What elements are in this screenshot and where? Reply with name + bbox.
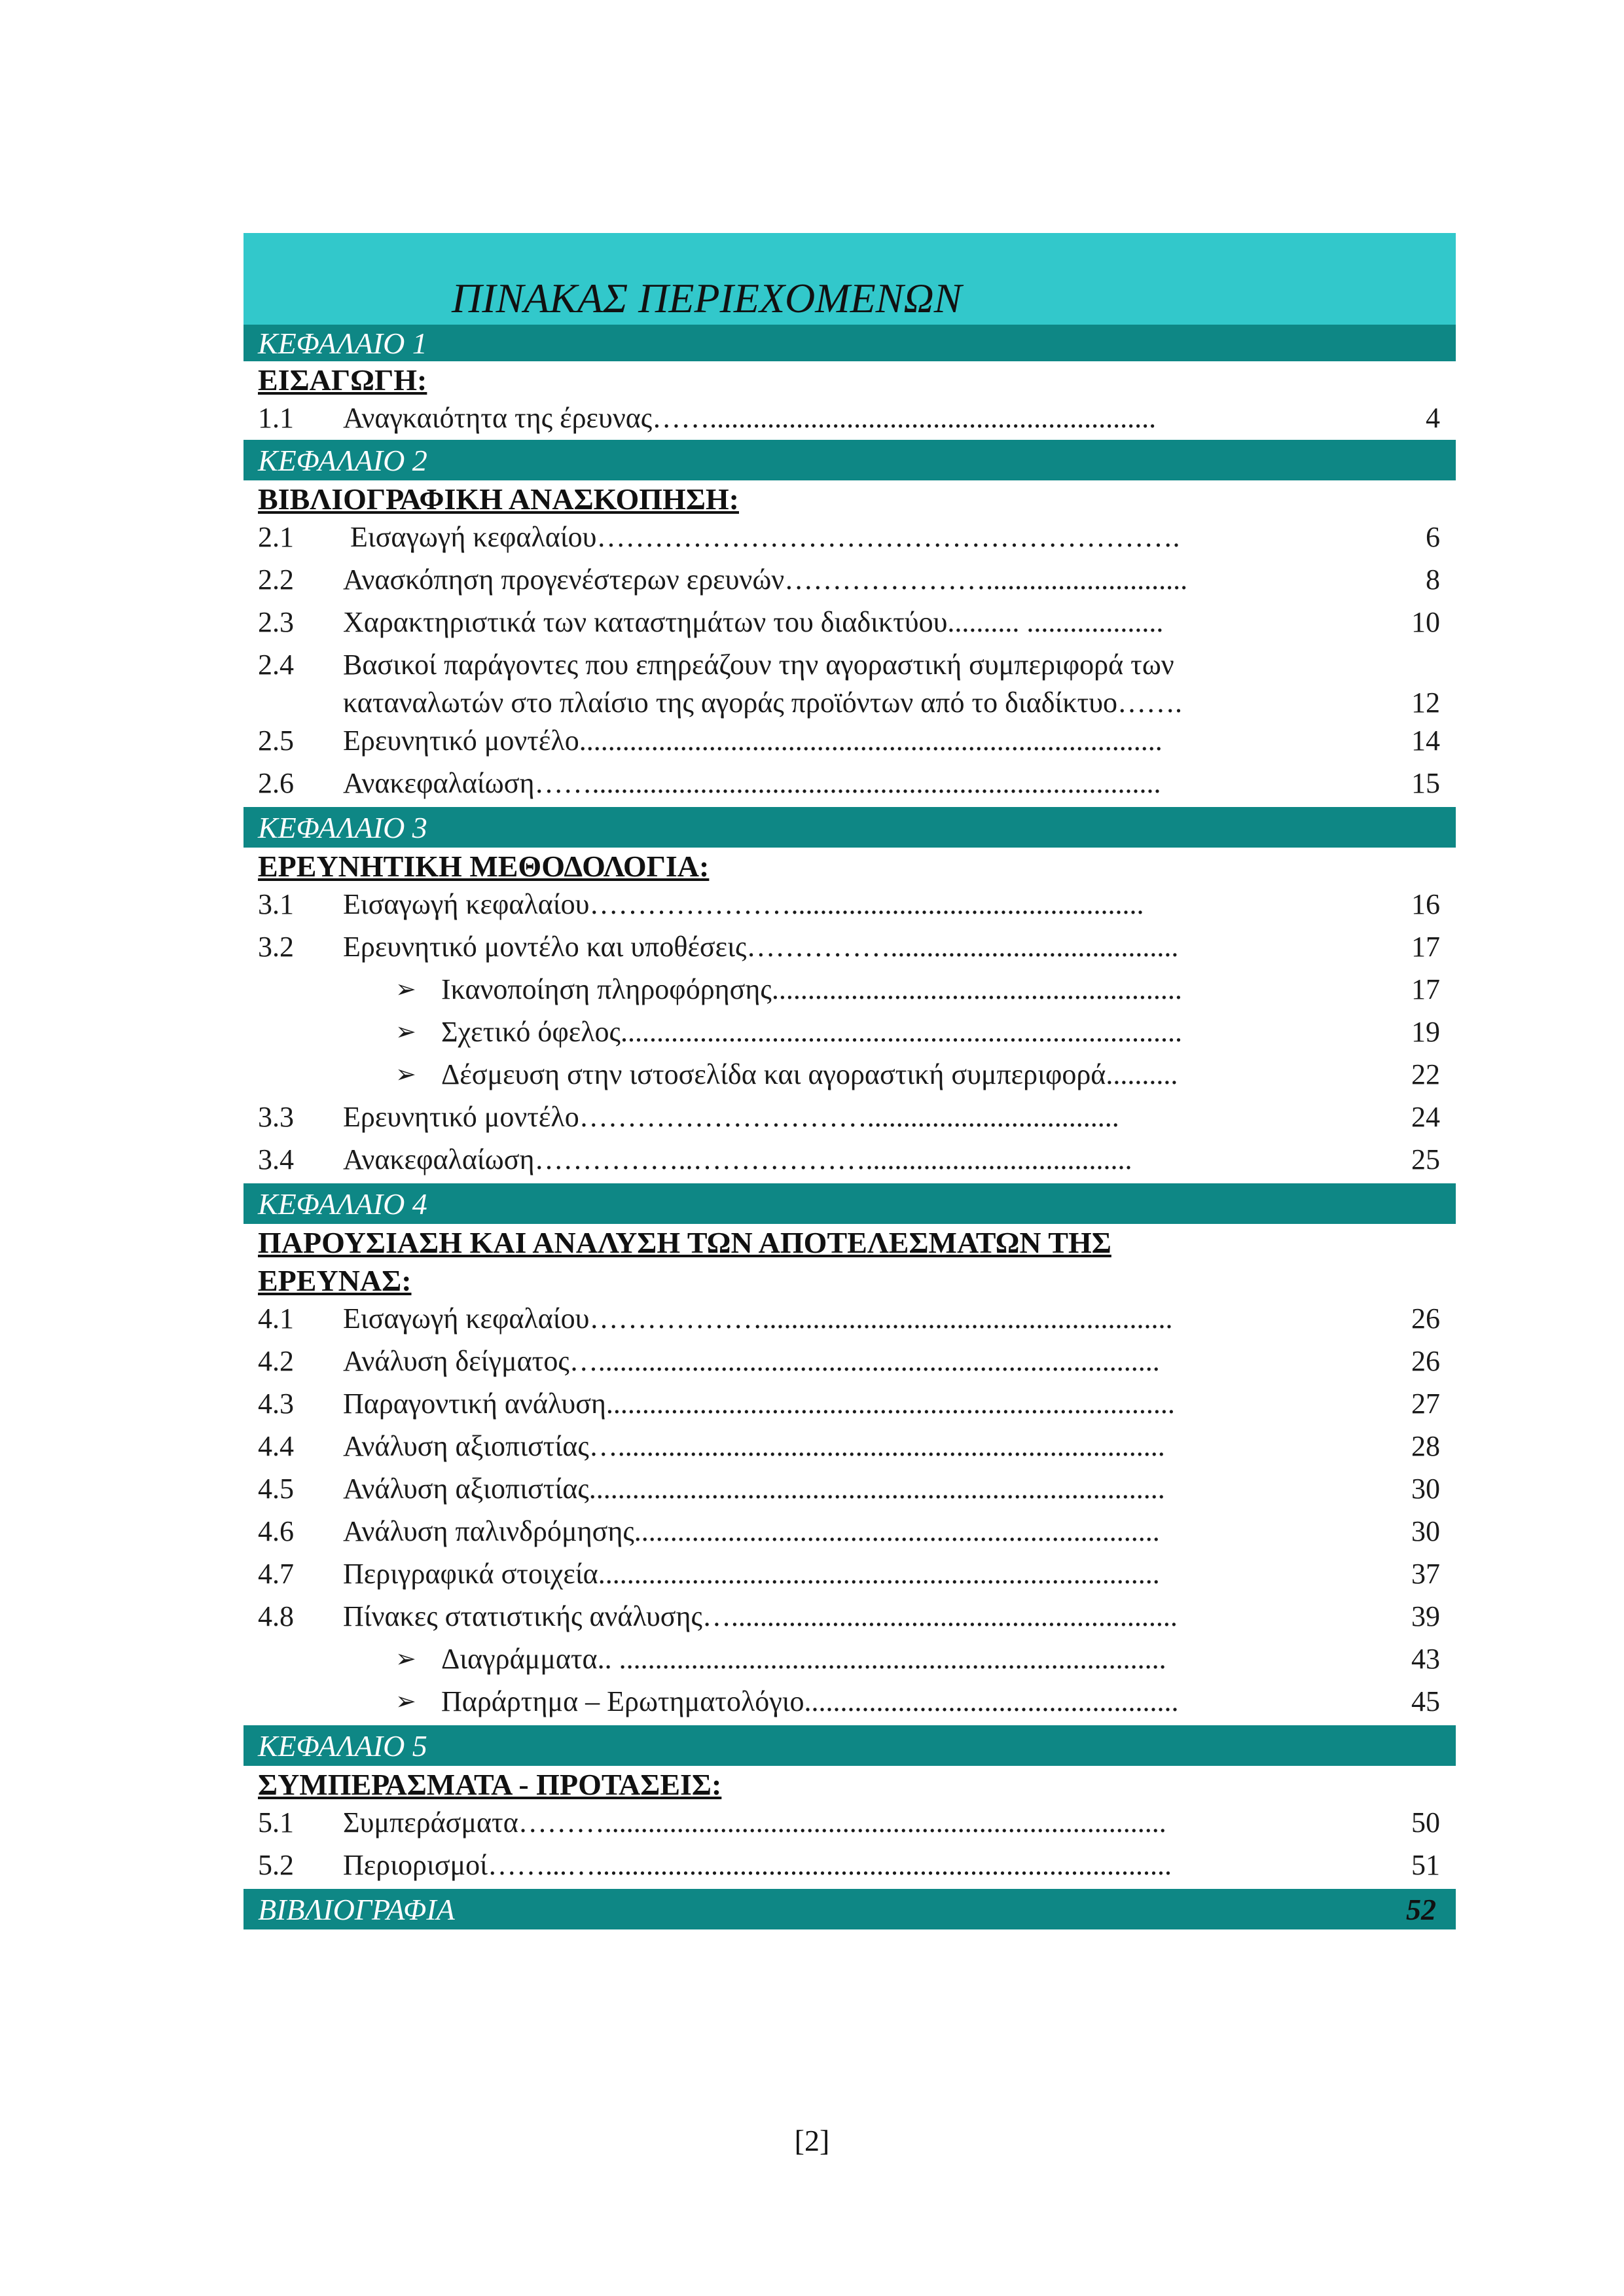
toc-subentry[interactable] <box>244 971 1456 1013</box>
entry-text: Ανάλυση αξιοπιστίας…............................................................................ <box>343 1430 1165 1462</box>
entry-text: Ερευνητικό μοντέλο................................................................................. <box>343 725 1163 757</box>
entry-page: 26 <box>1411 1302 1440 1335</box>
entry-text: Ανασκόπηση προγενέστερων ερευνών…………………............................ <box>343 564 1188 596</box>
entry-text: Συμπεράσματα……….............................................................................. <box>343 1806 1166 1839</box>
entry-number: 4.5 <box>258 1473 294 1505</box>
subentry-text: Ικανοποίηση πληροφόρησης......................................................... <box>441 973 1182 1005</box>
section-title: ΕΡΕΥΝΗΤΙΚΗ ΜΕΘΟΔΟΛΟΓΙΑ: <box>258 850 710 883</box>
entry-number: 5.2 <box>258 1849 294 1881</box>
toc-entry[interactable] <box>244 1098 1456 1141</box>
toc-entry[interactable] <box>244 1804 1456 1846</box>
entry-page: 28 <box>1411 1430 1440 1462</box>
entry-page: 50 <box>1411 1806 1440 1839</box>
entry-page: 14 <box>1411 725 1440 757</box>
toc-entry[interactable] <box>244 722 1456 764</box>
entry-number: 3.3 <box>258 1101 294 1133</box>
chapter-label: ΚΕΦΑΛΑΙΟ 3 <box>258 810 427 844</box>
section-title: ΣΥΜΠΕΡΑΣΜΑΤΑ - ΠΡΟΤΑΣΕΙΣ: <box>258 1768 722 1801</box>
toc-subentry[interactable] <box>244 1683 1456 1725</box>
entry-number: 2.1 <box>258 521 294 553</box>
toc-subentry[interactable] <box>244 1640 1456 1683</box>
entry-number: 3.1 <box>258 888 294 920</box>
entry-text: Αναγκαιότητα της έρευνας…….............................................................. <box>343 402 1157 434</box>
section-title: ΕΙΣΑΓΩΓΗ: <box>258 363 427 397</box>
entry-page: 8 <box>1426 564 1440 596</box>
entry-page: 51 <box>1411 1849 1440 1881</box>
toc-entry[interactable] <box>244 1555 1456 1598</box>
toc-entry[interactable] <box>244 399 1456 440</box>
entry-page: 10 <box>1411 606 1440 638</box>
subentry-page: 43 <box>1411 1643 1440 1675</box>
entry-text: Ερευνητικό μοντέλο και υποθέσεις……………........................................ <box>343 931 1179 963</box>
bibliography-page: 52 <box>1406 1892 1436 1926</box>
chapter-1-header[interactable] <box>244 325 1456 361</box>
toc-subentry[interactable] <box>244 1013 1456 1056</box>
page-title: ΠΙΝΑΚΑΣ ΠΕΡΙΕΧΟΜΕΝΩΝ <box>452 275 962 321</box>
entry-number: 4.8 <box>258 1600 294 1632</box>
chapter-label: ΚΕΦΑΛΑΙΟ 1 <box>258 326 427 360</box>
chapter-label: ΚΕΦΑΛΑΙΟ 2 <box>258 443 427 477</box>
entry-text: Εισαγωγή κεφαλαίου…………………................................................. <box>343 888 1144 920</box>
entry-page: 39 <box>1411 1600 1440 1632</box>
chapter-4-header[interactable] <box>244 1183 1456 1224</box>
chapter-label: ΚΕΦΑΛΑΙΟ 5 <box>258 1729 427 1763</box>
toc-entry[interactable] <box>244 928 1456 971</box>
arrowhead-bullet-icon: ➢ <box>395 1688 416 1715</box>
entry-page: 4 <box>1426 402 1440 434</box>
toc-entry[interactable] <box>244 886 1456 928</box>
table-of-contents <box>244 233 1456 1929</box>
entry-page: 27 <box>1411 1388 1440 1420</box>
toc-entry[interactable] <box>244 1846 1456 1889</box>
entry-text: Χαρακτηριστικά των καταστημάτων του διαδικτύου.......... ................... <box>343 606 1164 638</box>
arrowhead-bullet-icon: ➢ <box>395 1061 416 1088</box>
chapter-label: ΚΕΦΑΛΑΙΟ 4 <box>258 1187 427 1221</box>
toc-entry[interactable] <box>244 561 1456 603</box>
entry-page: 30 <box>1411 1515 1440 1547</box>
entry-number: 5.1 <box>258 1806 294 1839</box>
entry-text: Ανάλυση δείγματος….............................................................................. <box>343 1345 1160 1377</box>
subentry-page: 22 <box>1411 1058 1440 1090</box>
entry-number: 4.1 <box>258 1302 294 1335</box>
toc-entry[interactable] <box>244 1427 1456 1470</box>
entry-number: 4.3 <box>258 1388 294 1420</box>
toc-subentry[interactable] <box>244 1056 1456 1098</box>
entry-page: 17 <box>1411 931 1440 963</box>
subentry-page: 19 <box>1411 1016 1440 1048</box>
toc-entry[interactable] <box>244 1342 1456 1385</box>
entry-number: 2.2 <box>258 564 294 596</box>
entry-number: 3.2 <box>258 931 294 963</box>
entry-number: 2.5 <box>258 725 294 757</box>
toc-entry[interactable] <box>244 1470 1456 1513</box>
entry-text: Ανακεφαλαίωση……………..………………..................................... <box>343 1143 1132 1175</box>
chapter-2-header[interactable] <box>244 440 1456 480</box>
entry-number: 1.1 <box>258 402 294 434</box>
entry-text: Παραγοντική ανάλυση............................................................................... <box>343 1388 1175 1420</box>
entry-number: 2.3 <box>258 606 294 638</box>
entry-number: 4.2 <box>258 1345 294 1377</box>
entry-page: 30 <box>1411 1473 1440 1505</box>
entry-text: Ερευνητικό μοντέλο…………………………................................... <box>343 1101 1119 1133</box>
entry-number: 3.4 <box>258 1143 294 1175</box>
entry-text: Ανάλυση παλινδρόμησης......................................................................... <box>343 1515 1160 1547</box>
entry-number: 4.7 <box>258 1558 294 1590</box>
toc-entry[interactable] <box>244 1385 1456 1427</box>
toc-entry[interactable] <box>244 764 1456 807</box>
entry-text: Εισαγωγή κεφαλαίου……………………………………………………. <box>343 521 1180 553</box>
toc-entry[interactable] <box>244 646 1456 722</box>
entry-number: 2.6 <box>258 767 294 799</box>
entry-text: Βασικοί παράγοντες που επηρεάζουν την αγοραστική συμπεριφορά των καταναλωτών στο πλαίσιο της αγοράς προϊόντων από το διαδίκτυο……. <box>343 649 1183 719</box>
entry-page: 24 <box>1411 1101 1440 1133</box>
chapter-5-header[interactable] <box>244 1725 1456 1766</box>
subentry-text: Διαγράμματα.. ............................................................................ <box>441 1643 1166 1675</box>
entry-text: Περιγραφικά στοιχεία.............................................................................. <box>343 1558 1160 1590</box>
entry-page: 26 <box>1411 1345 1440 1377</box>
chapter-3-header[interactable] <box>244 807 1456 848</box>
bibliography-label: ΒΙΒΛΙΟΓΡΑΦΙΑ <box>258 1892 455 1926</box>
entry-page: 25 <box>1411 1143 1440 1175</box>
entry-page: 15 <box>1411 767 1440 799</box>
entry-text: Πίνακες στατιστικής ανάλυσης….............................................................. <box>343 1600 1178 1632</box>
toc-entry[interactable] <box>244 603 1456 646</box>
toc-entry[interactable] <box>244 1300 1456 1342</box>
arrowhead-bullet-icon: ➢ <box>395 1645 416 1673</box>
entry-number: 4.4 <box>258 1430 294 1462</box>
subentry-page: 17 <box>1411 973 1440 1005</box>
entry-text: Ανακεφαλαίωση……............................................................................... <box>343 767 1161 799</box>
entry-page: 16 <box>1411 888 1440 920</box>
bibliography-header[interactable] <box>244 1889 1456 1929</box>
page-number: [2] <box>794 2124 830 2157</box>
entry-text: Εισαγωγή κεφαλαίου………………......................................................... <box>343 1302 1173 1335</box>
title-band <box>244 233 1456 325</box>
toc-entry[interactable] <box>244 1598 1456 1640</box>
entry-number: 4.6 <box>258 1515 294 1547</box>
arrowhead-bullet-icon: ➢ <box>395 976 416 1003</box>
subentry-text: Παράρτημα – Ερωτηματολόγιο.................................................... <box>441 1685 1179 1717</box>
entry-text: Περιορισμοί……...…................................................................................ <box>343 1849 1172 1881</box>
section-title: ΒΙΒΛΙΟΓΡΑΦΙΚΗ ΑΝΑΣΚΟΠΗΣΗ: <box>258 482 739 516</box>
arrowhead-bullet-icon: ➢ <box>395 1018 416 1046</box>
subentry-text: Δέσμευση στην ιστοσελίδα και αγοραστική συμπεριφορά.......... <box>441 1058 1178 1090</box>
subentry-text: Σχετικό όφελος.............................................................................. <box>441 1016 1182 1048</box>
entry-page: 37 <box>1411 1558 1440 1590</box>
entry-page: 12 <box>1411 687 1440 719</box>
entry-number: 2.4 <box>258 649 294 681</box>
toc-entry[interactable] <box>244 1513 1456 1555</box>
toc-entry[interactable] <box>244 1141 1456 1183</box>
section-title: ΠΑΡΟΥΣΙΑΣΗ ΚΑΙ ΑΝΑΛΥΣΗ ΤΩΝ ΑΠΟΤΕΛΕΣΜΑΤΩΝ ΤΗΣ ΕΡΕΥΝΑΣ: <box>258 1226 1111 1297</box>
toc-entry[interactable] <box>244 518 1456 561</box>
entry-page: 6 <box>1426 521 1440 553</box>
entry-text: Ανάλυση αξιοπιστίας................................................................................ <box>343 1473 1165 1505</box>
subentry-page: 45 <box>1411 1685 1440 1717</box>
